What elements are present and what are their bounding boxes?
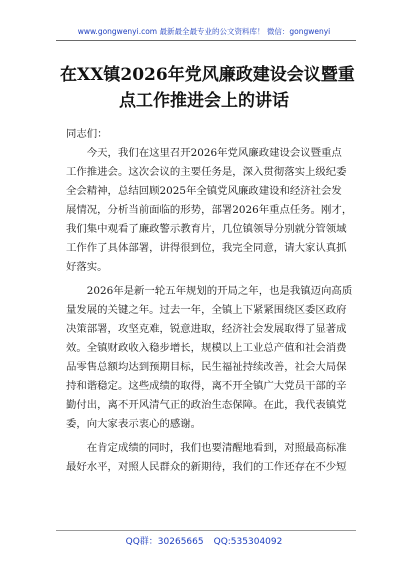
header-divider — [56, 40, 356, 41]
body-line: 勤付出，离不开风清气正的政治生态保障。在此，我代表镇党 — [66, 399, 347, 411]
footer-contact — [0, 534, 408, 547]
body-line: 品零售总额均达到预期目标，民生福祉持续改善，社会大局保 — [66, 361, 347, 373]
body-line: 量发展的关键之年。过去一年，全镇上下紧紧围绕区委区政府 — [66, 304, 347, 316]
footer-divider — [56, 530, 356, 531]
salutation: 同志们： — [66, 128, 108, 140]
document-body — [66, 125, 353, 477]
body-line: 我们集中观看了廉政警示教育片，几位镇领导分别就分管领域 — [66, 223, 347, 235]
body-line: 今天，我们在这里召开2026年党风廉政建设会议暨重点 — [66, 147, 342, 159]
footer-qq: QQ:535304092 — [213, 537, 283, 547]
body-line: 工作作了具体部署，讲得很到位，我完全同意，请大家认真抓 — [66, 242, 347, 254]
title-line-1: 在XX镇2026年党风廉政建设会议暨重 — [60, 65, 355, 85]
body-line: 工作推进会。这次会议的主要任务是，深入贯彻落实上级纪委 — [66, 166, 347, 178]
body-line: 决策部署，攻坚克难，锐意进取，经济社会发展取得了显著成 — [66, 323, 347, 335]
body-line: 效。全镇财政收入稳步增长，规模以上工业总产值和社会消费 — [66, 342, 347, 354]
body-line: 全会精神，总结回顾2025年全镇党风廉政建设和经济社会发 — [66, 185, 342, 197]
footer-qq-group: QQ群：30265665 — [125, 537, 204, 547]
body-line: 好落实。 — [66, 261, 108, 273]
body-line: 在肯定成绩的同时，我们也要清醒地看到，对照最高标准 — [66, 442, 347, 454]
document-title — [60, 62, 355, 114]
body-line: 持和谐稳定。这些成绩的取得，离不开全镇广大党员干部的辛 — [66, 380, 347, 392]
body-line: 委，向大家表示衷心的感谢。 — [66, 418, 202, 430]
header-banner: www.gongwenyi.com 最新最全最专业的公文资料库！ 微信：gongwenyi — [77, 27, 331, 36]
body-line: 2026年是新一轮五年规划的开局之年，也是我镇迈向高质 — [66, 285, 353, 297]
body-line: 展情况，分析当前面临的形势，部署2026年重点任务。刚才， — [66, 204, 353, 216]
title-line-2: 点工作推进会上的讲话 — [119, 91, 289, 111]
body-line: 最好水平，对照人民群众的新期待，我们的工作还存在不少短 — [66, 461, 347, 473]
